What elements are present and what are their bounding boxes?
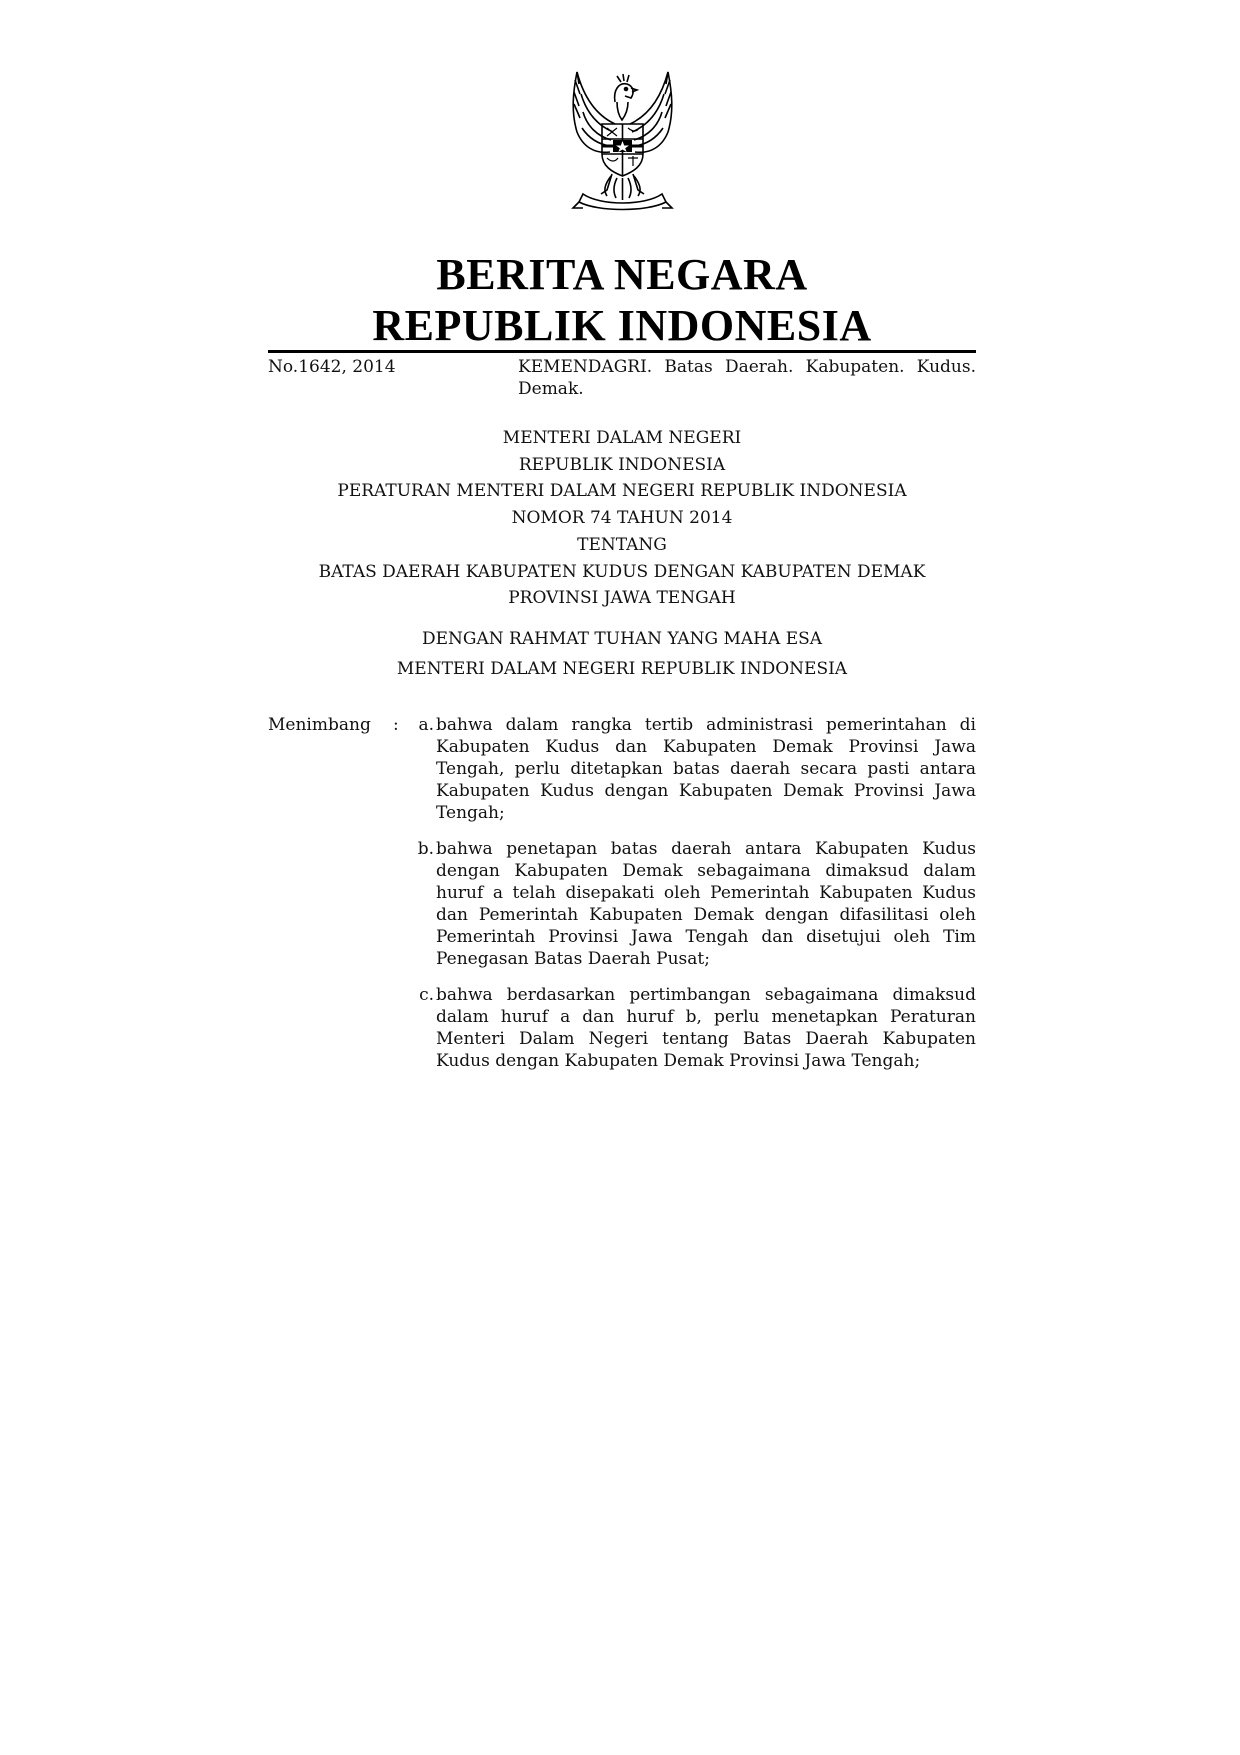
gazette-title-line1: BERITA NEGARA: [436, 250, 808, 299]
item-letter: b.: [417, 839, 434, 859]
item-letter: a.: [418, 715, 434, 735]
item-letter: c.: [419, 985, 434, 1005]
considering-item: [406, 838, 976, 970]
heading-line: TENTANG: [577, 534, 667, 555]
considering-colon: :: [393, 715, 399, 735]
item-text: bahwa penetapan batas daerah antara Kabupaten Kudus dengan Kabupaten Demak sebagaimana dimaksud dalam huruf a telah disepakati oleh Pemerintah Kabupaten Kudus dan Pemerintah Kabupaten Demak dengan difasilitasi oleh Pemerintah Provinsi Jawa Tengah dan disetujui oleh Tim Penegasan Batas Daerah Pusat;: [436, 839, 976, 969]
heading-line: MENTERI DALAM NEGERI: [502, 428, 742, 448]
considering-items: [406, 714, 976, 1086]
item-text: bahwa berdasarkan pertimbangan sebagaimana dimaksud dalam huruf a dan huruf b, perlu menetapkan Peraturan Menteri Dalam Negeri tentang Batas Daerah Kabupaten Kudus dengan Kabupaten Demak Provinsi Jawa Tengah;: [436, 985, 976, 1071]
considering-item: [406, 984, 976, 1072]
gazette-subject: KEMENDAGRI. Batas Daerah. Kabupaten. Kudus. Demak.: [518, 357, 976, 399]
item-text: bahwa dalam rangka tertib administrasi pemerintahan di Kabupaten Kudus dan Kabupaten Demak Provinsi Jawa Tengah, perlu ditetapkan batas daerah secara pasti antara Kabupaten Kudus dengan Kabupaten Demak Provinsi Jawa Tengah;: [436, 715, 976, 823]
opening-line: DENGAN RAHMAT TUHAN YANG MAHA ESA: [421, 628, 823, 649]
heading-line: PERATURAN MENTERI DALAM NEGERI REPUBLIK INDONESIA: [337, 481, 907, 502]
title-divider: [268, 350, 976, 353]
garuda-pancasila-emblem-icon: [555, 62, 690, 217]
heading-line: BATAS DAERAH KABUPATEN KUDUS DENGAN KABUPATEN DEMAK: [318, 561, 926, 582]
heading-line: PROVINSI JAWA TENGAH: [508, 588, 736, 609]
gazette-title-line2: REPUBLIK INDONESIA: [372, 301, 872, 350]
gazette-number: No.1642, 2014: [268, 357, 396, 377]
considering-item: [406, 714, 976, 824]
regulation-heading: [268, 425, 976, 684]
considering-label: Menimbang: [268, 715, 371, 735]
opening-line: MENTERI DALAM NEGERI REPUBLIK INDONESIA: [396, 658, 848, 679]
heading-line: REPUBLIK INDONESIA: [518, 454, 726, 475]
heading-line: NOMOR 74 TAHUN 2014: [511, 508, 733, 529]
